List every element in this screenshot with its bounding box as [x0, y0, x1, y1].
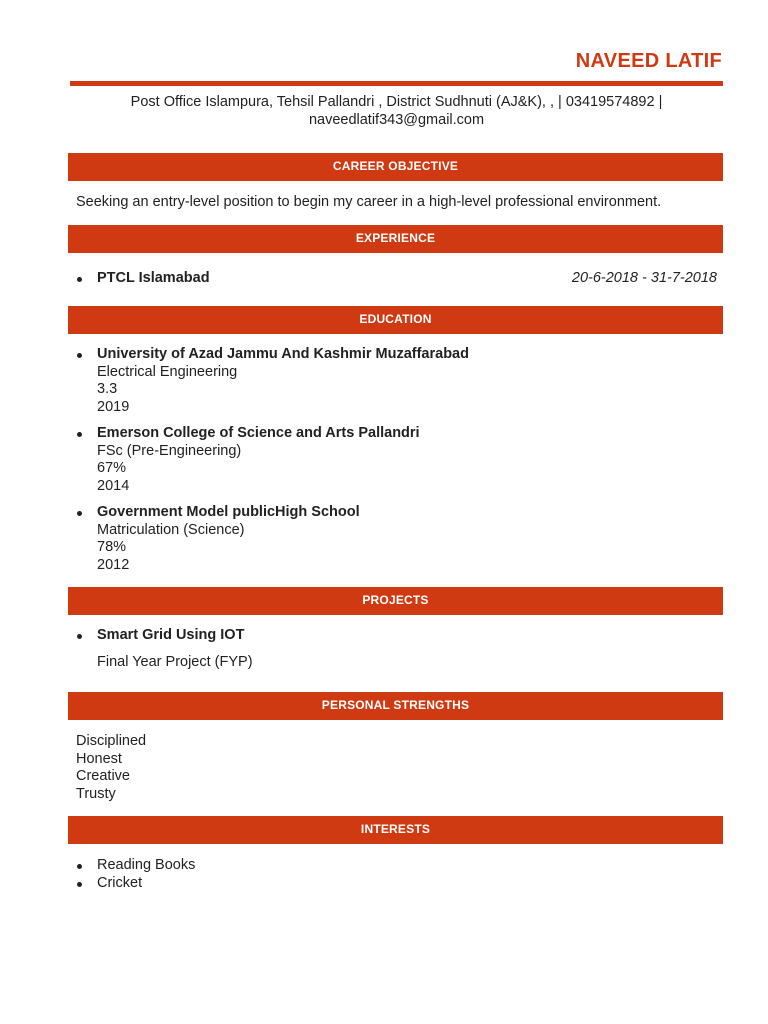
education-item [76, 346, 721, 416]
section-header-career-objective: CAREER OBJECTIVE [68, 153, 723, 181]
interest-item: Cricket [76, 875, 721, 893]
education-year: 2012 [97, 556, 130, 573]
education-school: University of Azad Jammu And Kashmir Muzaffarabad [97, 346, 469, 362]
education-score: 67% [97, 460, 127, 476]
education-degree: Matriculation (Science) [97, 521, 245, 538]
section-header-personal-strengths: PERSONAL STRENGTHS [68, 692, 723, 720]
project-description: Final Year Project (FYP) [97, 653, 253, 670]
section-header-projects: PROJECTS [68, 587, 723, 615]
interests-list [76, 857, 721, 892]
contact-email: naveedlatif343@gmail.com [308, 111, 485, 128]
project-name: Smart Grid Using IOT [97, 627, 245, 643]
experience-item [76, 270, 721, 288]
projects-list [76, 627, 721, 671]
education-year: 2019 [97, 398, 130, 415]
strength-item: Trusty [76, 785, 116, 802]
strength-item: Disciplined [76, 733, 147, 749]
contact-address-phone: Post Office Islampura, Tehsil Pallandri , District Sudhnuti (AJ&K), , | 03419574892 | [130, 94, 663, 110]
education-year: 2014 [97, 477, 130, 494]
education-score: 78% [97, 539, 127, 555]
experience-org: PTCL Islamabad [97, 270, 210, 286]
education-item [76, 425, 721, 495]
education-degree: FSc (Pre-Engineering) [97, 442, 242, 459]
education-school: Emerson College of Science and Arts Pallandri [97, 425, 420, 441]
education-score: 3.3 [97, 381, 118, 397]
education-list [76, 346, 721, 583]
contact-info [70, 94, 723, 129]
strength-item: Honest [76, 750, 122, 767]
project-item [76, 627, 721, 671]
experience-list [76, 270, 721, 288]
education-item [76, 504, 721, 574]
header-divider [70, 81, 723, 86]
strengths-list [76, 733, 146, 803]
candidate-name: NAVEED LATIF [575, 50, 722, 72]
career-objective-text: Seeking an entry-level position to begin my career in a high-level professional environment. [76, 194, 662, 210]
experience-dates: 20-6-2018 - 31-7-2018 [571, 270, 717, 286]
education-school: Government Model publicHigh School [97, 504, 360, 520]
interest-item: Reading Books [76, 857, 721, 875]
section-header-experience: EXPERIENCE [68, 225, 723, 253]
section-header-interests: INTERESTS [68, 816, 723, 844]
section-header-education: EDUCATION [68, 306, 723, 334]
education-degree: Electrical Engineering [97, 363, 238, 380]
strength-item: Creative [76, 768, 130, 784]
